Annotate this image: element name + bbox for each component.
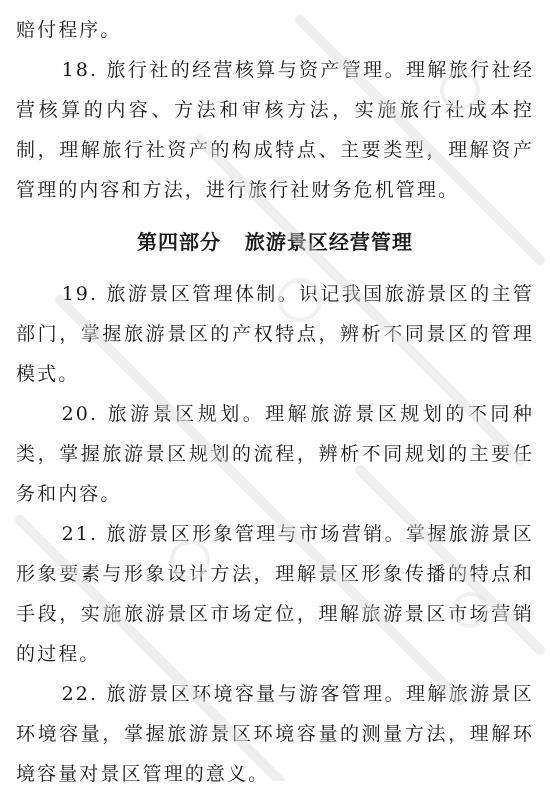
paragraph-item-18: 18. 旅行社的经营核算与资产管理。理解旅行社经营核算的内容、方法和审核方法，实施旅行社成本控制，理解旅行社资产的构成特点、主要类型，理解资产管理的内容和方法，进行旅行社财务危机管理。 xyxy=(16,59,534,201)
paragraph-continuation: 赔付程序。 xyxy=(16,19,122,41)
paragraph-item-22: 22. 旅游景区环境容量与游客管理。理解旅游景区环境容量，掌握旅游景区环境容量的测量方法，理解环境容量对景区管理的意义。 xyxy=(16,683,534,785)
section-heading: 第四部分 旅游景区经营管理 xyxy=(137,230,413,254)
paragraph-item-19: 19. 旅游景区管理体制。识记我国旅游景区的主管部门，掌握旅游景区的产权特点，辨析不同景区的管理模式。 xyxy=(16,283,534,385)
paragraph-item-20: 20. 旅游景区规划。理解旅游景区规划的不同种类，掌握旅游景区规划的流程，辨析不同规划的主要任务和内容。 xyxy=(16,403,534,505)
paragraph-item-21: 21. 旅游景区形象管理与市场营销。掌握旅游景区形象要素与形象设计方法，理解景区形象传播的特点和手段，实施旅游景区市场定位，理解旅游景区市场营销的过程。 xyxy=(16,523,534,665)
